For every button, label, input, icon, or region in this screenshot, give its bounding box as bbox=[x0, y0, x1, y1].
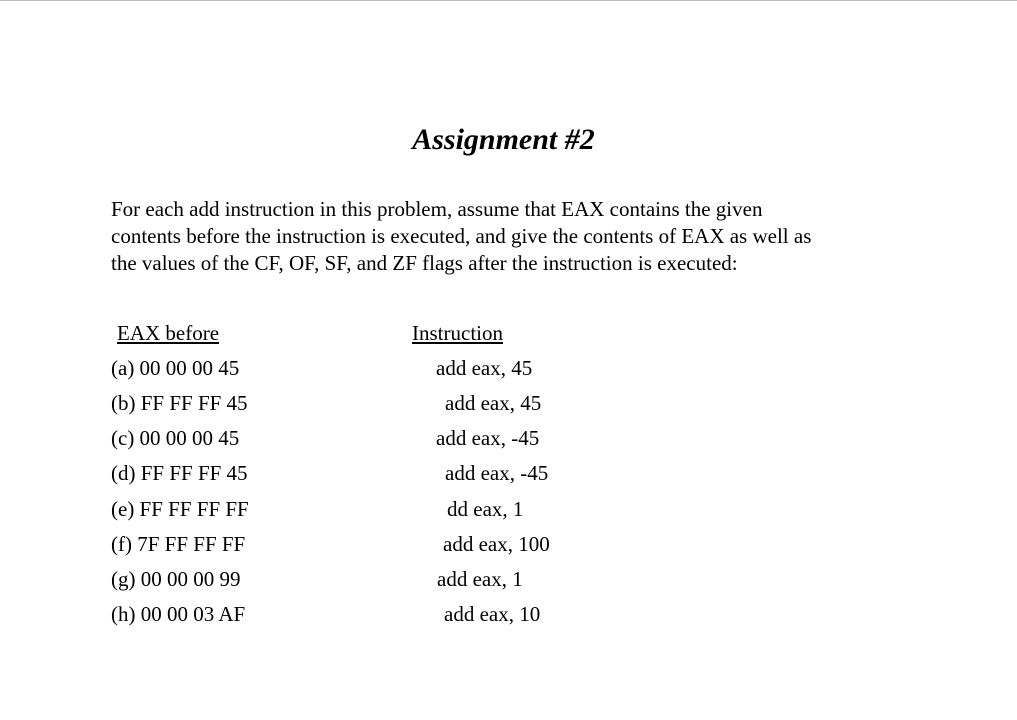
table-row bbox=[0, 601, 1017, 631]
eax-before-value: (f) 7F FF FF FF bbox=[111, 532, 246, 556]
instruction-value: dd eax, 1 bbox=[447, 497, 524, 521]
table-row bbox=[0, 460, 1017, 490]
intro-line: contents before the instruction is executed, and give the contents of EAX as well as bbox=[111, 224, 812, 248]
eax-before-value: (d) FF FF FF 45 bbox=[111, 461, 248, 485]
page-top-border bbox=[0, 0, 1017, 1]
table-row bbox=[0, 531, 1017, 561]
eax-before-value: (a) 00 00 00 45 bbox=[111, 356, 240, 380]
instruction-value: add eax, 1 bbox=[437, 567, 523, 591]
table-row bbox=[0, 496, 1017, 526]
instruction-value: add eax, -45 bbox=[436, 426, 540, 450]
eax-before-value: (g) 00 00 00 99 bbox=[111, 567, 241, 591]
column-header-instruction: Instruction bbox=[412, 321, 503, 345]
eax-before-value: (c) 00 00 00 45 bbox=[111, 426, 240, 450]
instruction-value: add eax, 10 bbox=[444, 602, 541, 626]
table-row bbox=[0, 425, 1017, 455]
instruction-value: add eax, 100 bbox=[443, 532, 550, 556]
table-row bbox=[0, 566, 1017, 596]
eax-before-value: (b) FF FF FF 45 bbox=[111, 391, 248, 415]
instruction-value: add eax, 45 bbox=[436, 356, 533, 380]
instruction-value: add eax, -45 bbox=[445, 461, 549, 485]
table-row bbox=[0, 355, 1017, 385]
intro-line: For each add instruction in this problem, assume that EAX contains the given bbox=[111, 197, 763, 221]
eax-before-value: (h) 00 00 03 AF bbox=[111, 602, 246, 626]
eax-before-value: (e) FF FF FF FF bbox=[111, 497, 249, 521]
intro-paragraph bbox=[111, 196, 911, 277]
page-title: Assignment #2 bbox=[412, 123, 595, 156]
intro-line: the values of the CF, OF, SF, and ZF flags after the instruction is executed: bbox=[111, 251, 738, 275]
table-row bbox=[0, 390, 1017, 420]
column-header-eax-before: EAX before bbox=[117, 321, 220, 345]
instruction-value: add eax, 45 bbox=[445, 391, 542, 415]
